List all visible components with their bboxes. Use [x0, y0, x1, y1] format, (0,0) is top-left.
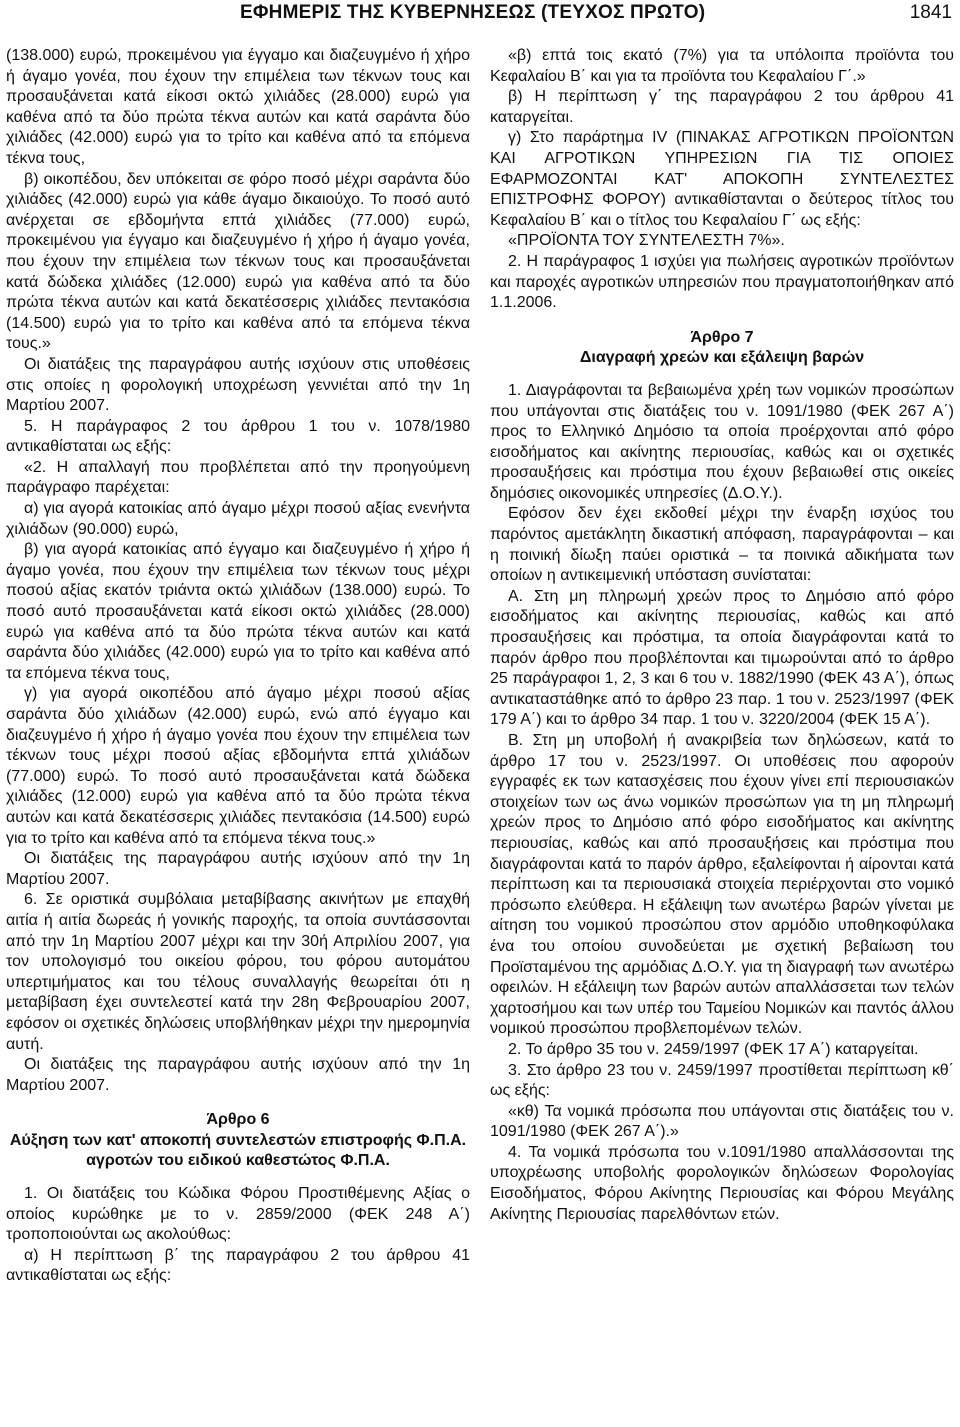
paragraph: β) οικοπέδου, δεν υπόκειται σε φόρο ποσό μέχρι σαράντα δύο χιλιάδες (42.000) ευρώ για κάθε άγαμο δικαιούχο. Το ποσό αυτό ανέρχεται σε εβδομήντα επτά χιλιάδες (77.000) ευρώ, προκειμένου για έγγαμο και διαζευγμένο ή χήρο ή άγαμο γονέα, που έχουν την επιμέλεια των τέκνων τους και προσαυξάνεται κατά δώδεκα χιλιάδες (12.000) ευρώ για καθένα από τα δύο πρώτα τέκνα αυτών και κατά δεκατέσσερις χιλιάδες πεντακόσια (14.500) ευρώ για το τρίτο και καθένα από τα επόμενα τέκνα τους.»	[6, 170, 470, 353]
left-column	[6, 46, 470, 1287]
right-column	[490, 46, 954, 1225]
paragraph: 2. Η παράγραφος 1 ισχύει για πωλήσεις αγροτικών προϊόντων και παροχές αγροτικών υπηρεσιών που πραγματοποιήθηκαν από 1.1.2006.	[490, 252, 954, 312]
paragraph: (138.000) ευρώ, προκειμένου για έγγαμο και διαζευγμένο ή χήρο ή άγαμο γονέα, που έχουν την επιμέλεια των τέκνων τους και προσαυξάνεται κατά είκοσι οκτώ χιλιάδες (28.000) ευρώ για καθένα από τα δύο πρώτα τέκνα αυτών και κατά σαράντα δύο χιλιάδες (42.000) ευρώ για το τρίτο και καθένα από τα επόμενα τέκνα τους,	[6, 47, 470, 167]
paragraph: β) Η περίπτωση γ΄ της παραγράφου 2 του άρθρου 41 καταργείται.	[490, 88, 954, 126]
page-header	[0, 0, 960, 40]
paragraph: γ) Στο παράρτημα IV (ΠΙΝΑΚΑΣ ΑΓΡΟΤΙΚΩΝ ΠΡΟΪΟΝΤΩΝ ΚΑΙ ΑΓΡΟΤΙΚΩΝ ΥΠΗΡΕΣΙΩΝ ΓΙΑ ΤΙΣ ΟΠΟΙΕΣ ΕΦΑΡΜΟΖΟΝΤΑΙ ΚΑΤ' ΑΠΟΚΟΠΗ ΣΥΝΤΕΛΕΣΤΕΣ ΕΠΙΣΤΡΟΦΗΣ ΦΟΡΟΥ) αντικαθίστανται ο δεύτερος τίτλος του Κεφαλαίου Β΄ και ο τίτλος του Κεφαλαίου Γ΄ ως εξής:	[490, 129, 954, 229]
paragraph: β) για αγορά κατοικίας από έγγαμο και διαζευγμένο ή χήρο ή άγαμο γονέα, που έχουν την επιμέλεια των τέκνων τους μέχρι ποσού αξίας εκατόν τριάντα οκτώ χιλιάδων (138.000) ευρώ. Το ποσό αυτό προσαυξάνεται κατά είκοσι οκτώ χιλιάδες (28.000) ευρώ για καθένα από τα δύο πρώτα τέκνα αυτών και κατά σαράντα δύο χιλιάδες (42.000) ευρώ για το τρίτο και καθένα από τα επόμενα τέκνα τους,	[6, 541, 470, 682]
paragraph: 3. Στο άρθρο 23 του ν. 2459/1997 προστίθεται περίπτωση κθ΄ ως εξής:	[490, 1061, 954, 1100]
paragraph: 6. Σε οριστικά συμβόλαια μεταβίβασης ακινήτων με επαχθή αιτία ή αιτία δωρεάς ή γονικής παροχής, τα οποία συντάσσονται από την 1η Μαρτίου 2007 μέχρι και την 30ή Απριλίου 2007, για τον υπολογισμό του οικείου φόρου, του φόρου αυτομάτου υπερτιμήματος και του τέλους συναλλαγής θεωρείται ότι η μεταβίβαση έχει συντελεστεί κατά την 28η Φεβρουαρίου 2007, εφόσον οι σχετικές δηλώσεις υποβλήθηκαν μέχρι την ημερομηνία αυτή.	[6, 891, 470, 1053]
paragraph: 5. Η παράγραφος 2 του άρθρου 1 του ν. 1078/1980 αντικαθίσταται ως εξής:	[6, 417, 470, 456]
paragraph: γ) για αγορά οικοπέδου από άγαμο μέχρι ποσού αξίας σαράντα δύο χιλιάδων (42.000) ευρώ, ενώ από έγγαμο και διαζευγμένο ή χήρο ή άγαμο γονέα που έχουν την επιμέλεια των τέκνων τους μέχρι ποσού αξίας εβδομήντα επτά χιλιάδων (77.000) ευρώ. Το ποσό αυτό προσαυξάνεται κατά δώδεκα χιλιάδες (12.000) ευρώ για καθένα από τα δύο πρώτα τέκνα αυτών και κατά δεκατέσσερις χιλιάδες πεντακόσια (14.500) ευρώ για το τρίτο και καθένα από τα επόμενα τέκνα τους.»	[6, 685, 470, 847]
article-7-title: Άρθρο 7	[690, 328, 754, 346]
paragraph: 1. Οι διατάξεις του Κώδικα Φόρου Προστιθέμενης Αξίας ο οποίος κυρώθηκε με το ν. 2859/2000 (ΦΕΚ 248 Α΄) τροποποιούνται ως ακολούθως:	[6, 1185, 470, 1244]
paragraph: «κθ) Τα νομικά πρόσωπα που υπάγονται στις διατάξεις του ν. 1091/1980 (ΦΕΚ 267 Α΄).»	[490, 1102, 954, 1141]
article-6-subtitle: Αύξηση των κατ' αποκοπή συντελεστών επιστροφής Φ.Π.Α. αγροτών του ειδικού καθεστώτος Φ.Π.Α.	[9, 1131, 467, 1170]
paragraph: «ΠΡΟΪΟΝΤΑ ΤΟΥ ΣΥΝΤΕΛΕΣΤΗ 7%».	[508, 232, 785, 250]
paragraph: Εφόσον δεν έχει εκδοθεί μέχρι την έναρξη ισχύος του παρόντος αμετάκλητη δικαστική απόφαση, παραγράφονται – και η ποινική δίωξη παύει οριστικά – τα ποινικά αδικήματα των οποίων η αντικειμενική υπόσταση συνίσταται:	[490, 505, 954, 585]
article-6-title: Άρθρο 6	[206, 1111, 270, 1129]
paragraph: Β. Στη μη υποβολή ή ανακριβεία των δηλώσεων, κατά το άρθρο 17 του ν. 2523/1997. Οι υποθέσεις που αφορούν εγγραφές εκ των κατασχέσεις που έχουν γίνει επί περιουσιακών στοιχείων των ως άνω νομικών προσώπων για τη μη πληρωμή χρεών προς το Δημόσιο από φόρο εισοδήματος και ακίνητης περιουσίας, καθώς και από προσαυξήσεις και πρόστιμα που διαγράφονται κατά το παρόν άρθρο, εξαλείφονται ή αίρονται κατά περίπτωση και τα περιουσιακά στοιχεία περιέρχονται στο νομικό πρόσωπο ελεύθερα. Η εξάλειψη των ανωτέρω βαρών γίνεται με αίτηση του νομικού προσώπου στον αρμόδιο υποθηκοφύλακα ένα του οποίου συνοδεύεται με σχετική βεβαίωση του Προϊσταμένου της αρμόδιας Δ.Ο.Υ. για τη διαγραφή των ανωτέρω οφειλών. Η εξάλειψη των βαρών αυτών απαλλάσσεται των τελών χαρτοσήμου και των υπέρ του Ταμείου Νομικών και παντός άλλου νομικού προσώπου προβλεπομένων τελών.	[490, 732, 955, 1038]
paragraph: α) Η περίπτωση β΄ της παραγράφου 2 του άρθρου 41 αντικαθίσταται ως εξής:	[6, 1246, 470, 1285]
paragraph: 4. Τα νομικά πρόσωπα του ν.1091/1980 απαλλάσσονται της υποχρέωσης υποβολής φορολογικών δηλώσεων Φορολογίας Εισοδήματος, Φόρου Ακίνητης Περιουσίας και Φόρου Μεγάλης Ακίνητης Περιουσίας παρελθόντων ετών.	[490, 1143, 954, 1223]
paragraph: «β) επτά τοις εκατό (7%) για τα υπόλοιπα προϊόντα του Κεφαλαίου Β΄ και για τα προϊόντα του Κεφαλαίου Γ΄.»	[490, 47, 954, 85]
paragraph: Οι διατάξεις της παραγράφου αυτής ισχύουν στις υποθέσεις στις οποίες η φορολογική υποχρέωση γεννιέται από την 1η Μαρτίου 2007.	[6, 355, 470, 415]
paragraph: Οι διατάξεις της παραγράφου αυτής ισχύουν από την 1η Μαρτίου 2007.	[6, 1056, 470, 1094]
paragraph: Α. Στη μη πληρωμή χρεών προς το Δημόσιο από φόρο εισοδήματος και ακίνητης περιουσίας, καθώς και από προσαυξήσεις και πρόστιμα, τα οποία διαγράφονται κατά το παρόν άρθρο που προβλέπονται και τιμωρούνται από το άρθρο 25 παράγραφοι 1, 2, 3 και 6 του ν. 1882/1990 (ΦΕΚ 43 Α΄), όπως αντικαταστάθηκε από το άρθρο 23 παρ. 1 του ν. 2523/1997 (ΦΕΚ 179 Α΄) και το άρθρο 34 παρ. 1 του ν. 3220/2004 (ΦΕΚ 15 Α΄).	[490, 587, 954, 729]
paragraph: α) για αγορά κατοικίας από άγαμο μέχρι ποσού αξίας ενενήντα χιλιάδων (90.000) ευρώ,	[6, 500, 470, 538]
gazette-title: ΕΦΗΜΕΡΙΣ ΤΗΣ ΚΥΒΕΡΝΗΣΕΩΣ (ΤΕΥΧΟΣ ΠΡΩΤΟ)	[240, 2, 706, 23]
paragraph: Οι διατάξεις της παραγράφου αυτής ισχύουν από την 1η Μαρτίου 2007.	[6, 850, 470, 888]
page-number: 1841	[909, 2, 952, 23]
article-7-subtitle: Διαγραφή χρεών και εξάλειψη βαρών	[579, 349, 865, 367]
paragraph: «2. Η απαλλαγή που προβλέπεται από την προηγούμενη παράγραφο παρέχεται:	[6, 458, 470, 497]
paragraph: 2. Το άρθρο 35 του ν. 2459/1997 (ΦΕΚ 17 Α΄) καταργείται.	[508, 1040, 919, 1058]
paragraph: 1. Διαγράφονται τα βεβαιωμένα χρέη των νομικών προσώπων που υπάγονται στις διατάξεις του ν. 1091/1980 (ΦΕΚ 267 Α΄) προς το Ελληνικό Δημόσιο τα οποία προέρχονται από φόρο εισοδήματος και ακίνητης περιουσίας, καθώς και οι σχετικές προσαυξήσεις και πρόστιμα που έχουν βεβαιωθεί στις οικείες δημόσιες οικονομικές υπηρεσίες (Δ.Ο.Υ.).	[490, 381, 954, 502]
